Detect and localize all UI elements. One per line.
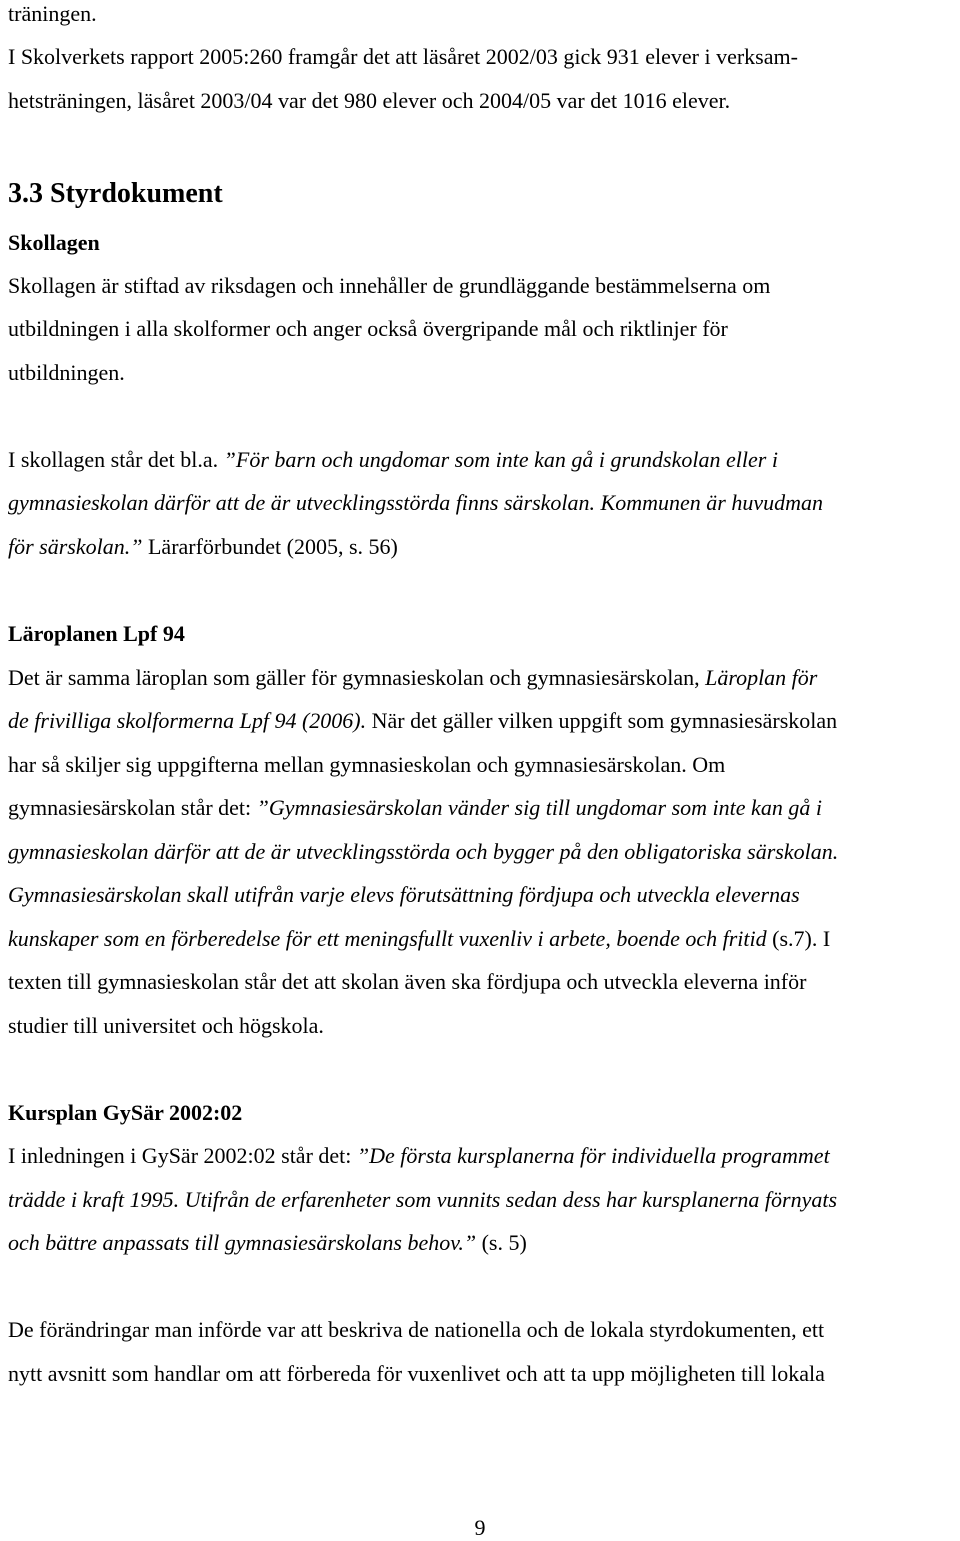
text-line — [8, 665, 817, 691]
text-line: studier till universitet och högskola. — [8, 1013, 324, 1038]
quote-run: ”Gymnasiesärskolan vänder sig till ungdomar som inte kan gå i — [256, 795, 822, 820]
text-line: Skollagen är stiftad av riksdagen och innehåller de grundläggande bestämmelserna om — [8, 273, 771, 298]
text-line: utbildningen. — [8, 360, 125, 385]
text-line — [8, 1230, 527, 1256]
quote-run: ”För barn och ungdomar som inte kan gå i grundskolan eller i — [223, 447, 778, 472]
subsection-heading: Skollagen — [8, 230, 100, 255]
text-run: Det är samma läroplan som gäller för gymnasieskolan och gymnasiesärskolan, — [8, 665, 706, 690]
quote-run: och bättre anpassats till gymnasiesärskolans behov.” — [8, 1230, 477, 1255]
text-line: I Skolverkets rapport 2005:260 framgår det att läsåret 2002/03 gick 931 elever i verksam- — [8, 44, 798, 69]
text-line: har så skiljer sig uppgifterna mellan gymnasieskolan och gymnasiesärskolan. Om — [8, 752, 726, 777]
subsection-heading: Läroplanen Lpf 94 — [8, 621, 185, 646]
title-run: de frivilliga skolformerna Lpf 94 (2006). — [8, 708, 367, 733]
text-run: I inledningen i GySär 2002:02 står det: — [8, 1143, 357, 1168]
quote-line: Gymnasiesärskolan skall utifrån varje elevs förutsättning fördjupa och utveckla elevernas — [8, 882, 800, 907]
quote-run: kunskaper som en förberedelse för ett meningsfullt vuxenliv i arbete, boende och fritid — [8, 926, 773, 951]
text-line — [8, 534, 398, 560]
text-line: nytt avsnitt som handlar om att förbereda för vuxenlivet och att ta upp möjligheten till lokala — [8, 1361, 825, 1386]
quote-line: trädde i kraft 1995. Utifrån de erfarenheter som vunnits sedan dess har kursplanerna förnyats — [8, 1187, 838, 1212]
text-line: texten till gymnasieskolan står det att skolan även ska fördjupa och utveckla eleverna inför — [8, 969, 807, 994]
quote-line: gymnasieskolan därför att de är utvecklingsstörda och bygger på den obligatoriska särskolan. — [8, 839, 839, 864]
text-line: De förändringar man införde var att beskriva de nationella och de lokala styrdokumenten, ett — [8, 1317, 825, 1342]
text-line — [8, 795, 822, 821]
quote-line: gymnasieskolan därför att de är utvecklingsstörda finns särskolan. Kommunen är huvudman — [8, 490, 823, 515]
text-line: träningen. — [8, 1, 97, 26]
page-number: 9 — [474, 1515, 486, 1540]
subsection-heading: Kursplan GySär 2002:02 — [8, 1100, 243, 1125]
quote-run: ”De första kursplanerna för individuella programmet — [356, 1143, 830, 1168]
section-heading: 3.3 Styrdokument — [8, 178, 223, 209]
text-line — [8, 447, 778, 473]
text-line — [8, 1143, 830, 1169]
text-line: hetsträningen, läsåret 2003/04 var det 980 elever och 2004/05 var det 1016 elever. — [8, 88, 731, 113]
quote-run: för särskolan.” — [8, 534, 143, 559]
text-run: När det gäller vilken uppgift som gymnasiesärskolan — [366, 708, 838, 733]
citation-run: (s. 5) — [476, 1230, 527, 1255]
text-run: (s.7). I — [772, 926, 831, 951]
text-run: gymnasiesärskolan står det: — [8, 795, 257, 820]
text-line — [8, 926, 830, 952]
title-run: Läroplan för — [705, 665, 818, 690]
text-line — [8, 708, 837, 734]
citation-run: Lärarförbundet (2005, s. 56) — [142, 534, 398, 559]
text-run: I skollagen står det bl.a. — [8, 447, 224, 472]
text-line: utbildningen i alla skolformer och anger också övergripande mål och riktlinjer för — [8, 316, 728, 341]
